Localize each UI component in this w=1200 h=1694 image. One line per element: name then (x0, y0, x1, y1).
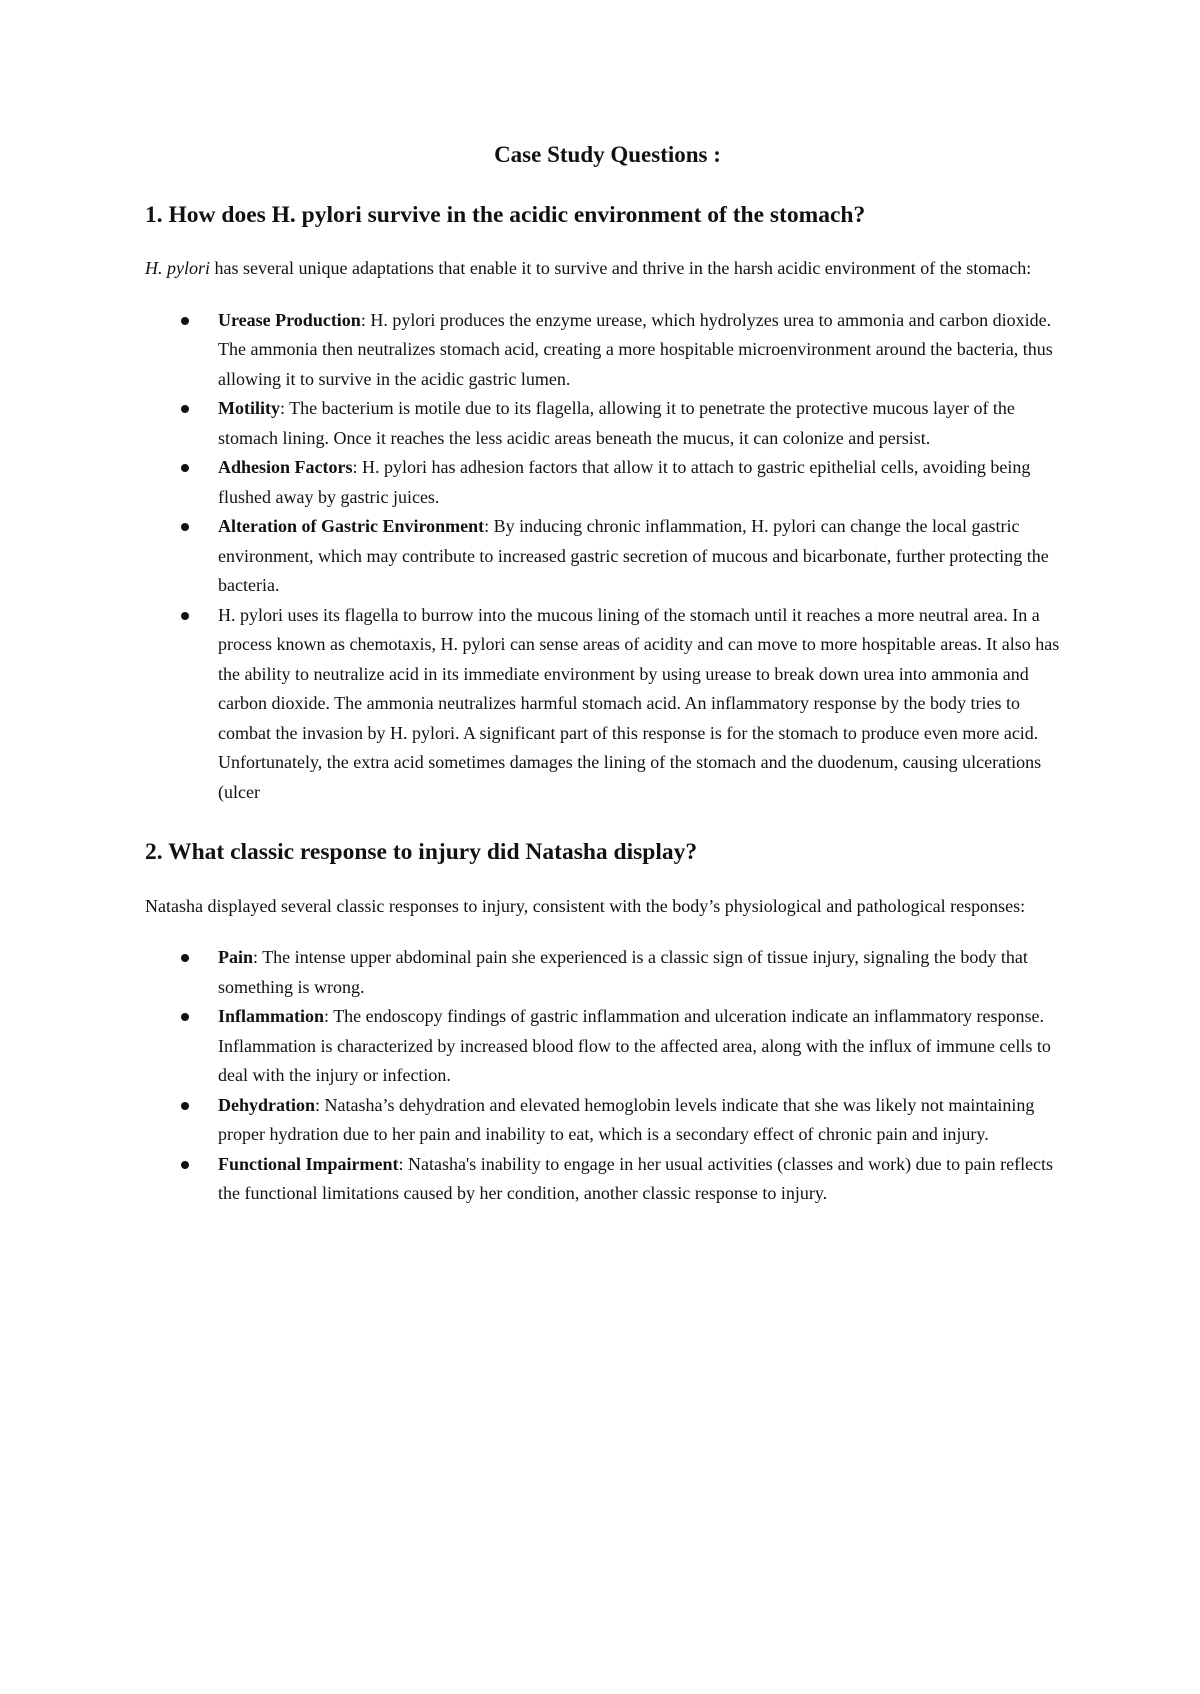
bullet-dot-icon (181, 1102, 189, 1110)
bullet-term: Functional Impairment (218, 1153, 399, 1174)
bullet-text: H. pylori uses its flagella to burrow into the mucous lining of the stomach until it reaches a more neutral area. In a process known as chemotaxis, H. pylori can sense areas of acidity and can move to more hospitable areas. It also has the ability to neutralize acid in its immediate environment by using urease to break down urea into ammonia and carbon dioxide. The ammonia neutralizes harmful stomach acid. An inflammatory response by the body tries to combat the invasion by H. pylori. A significant part of this response is for the stomach to produce even more acid. Unfortunately, the extra acid sometimes damages the lining of the stomach and the duodenum, causing ulcerations (ulcer (218, 604, 1060, 802)
question-2-bullet-list (145, 943, 1070, 1209)
bullet-text: : Natasha’s dehydration and elevated hemoglobin levels indicate that she was likely not maintaining proper hydration due to her pain and inability to eat, which is a secondary effect of chronic pain and injury. (218, 1094, 1035, 1145)
list-item-functional-impairment (218, 1150, 1070, 1209)
bullet-dot-icon (181, 523, 189, 531)
bullet-term: Adhesion Factors (218, 457, 353, 478)
bullet-term: Dehydration (218, 1094, 316, 1115)
document-title: Case Study Questions : (494, 142, 721, 167)
list-item-adhesion (218, 453, 1070, 512)
bullet-dot-icon (181, 1013, 189, 1021)
bullet-text: : The bacterium is motile due to its flagella, allowing it to penetrate the protective mucous layer of the stomach lining. Once it reaches the less acidic areas beneath the mucus, it can colonize and persist. (218, 398, 1015, 448)
bullet-dot-icon (181, 317, 189, 325)
list-item-flagella (218, 601, 1070, 808)
bullet-text: : H. pylori produces the enzyme urease, which hydrolyzes urea to ammonia and carbon dioxide. The ammonia then neutralizes stomach acid, creating a more hospitable microenvironment around the bacteria, thus allowing it to survive in the acidic gastric lumen. (218, 309, 1053, 389)
list-item-urease (218, 306, 1070, 395)
question-2-intro: Natasha displayed several classic responses to injury, consistent with the body’s physiological and pathological responses: (145, 895, 1026, 916)
question-1-intro-text: has several unique adaptations that enable it to survive and thrive in the harsh acidic environment of the stomach: (210, 258, 1032, 279)
question-2-section (145, 837, 1070, 1209)
bullet-term: Inflammation (218, 1006, 325, 1027)
bullet-dot-icon (181, 464, 189, 472)
question-2-heading: 2. What classic response to injury did Natasha display? (145, 839, 698, 866)
species-name: H. pylori (145, 258, 210, 279)
document-page (145, 140, 1070, 1209)
bullet-text: : The endoscopy findings of gastric inflammation and ulceration indicate an inflammatory response. Inflammation is characterized by increased blood flow to the affected area, along with the influx of immune cells to deal with the injury or infection. (218, 1006, 1051, 1086)
bullet-dot-icon (181, 612, 189, 620)
bullet-text: : By inducing chronic inflammation, H. pylori can change the local gastric environment, which may contribute to increased gastric secretion of mucous and bicarbonate, further protecting the bacteria. (218, 516, 1049, 596)
bullet-text: : The intense upper abdominal pain she experienced is a classic sign of tissue injury, signaling the body that something is wrong. (218, 947, 1028, 997)
list-item-dehydration (218, 1091, 1070, 1150)
bullet-text: : H. pylori has adhesion factors that allow it to attach to gastric epithelial cells, avoiding being flushed away by gastric juices. (218, 457, 1031, 507)
list-item-inflammation (218, 1002, 1070, 1091)
bullet-term: Alteration of Gastric Environment (218, 516, 485, 537)
bullet-term: Urease Production (218, 309, 361, 330)
question-1-bullet-list (145, 306, 1070, 808)
bullet-dot-icon (181, 1161, 189, 1169)
list-item-alteration (218, 512, 1070, 601)
bullet-text: : Natasha's inability to engage in her usual activities (classes and work) due to pain reflects the functional limitations caused by her condition, another classic response to injury. (218, 1153, 1054, 1204)
bullet-term: Pain (218, 947, 254, 968)
bullet-term: Motility (218, 398, 280, 419)
list-item-motility (218, 394, 1070, 453)
question-1-intro (145, 254, 1070, 284)
question-1-section (145, 200, 1070, 808)
question-1-heading: 1. How does H. pylori survive in the acidic environment of the stomach? (145, 201, 866, 228)
bullet-dot-icon (181, 954, 189, 962)
list-item-pain (218, 943, 1070, 1002)
bullet-dot-icon (181, 405, 189, 413)
